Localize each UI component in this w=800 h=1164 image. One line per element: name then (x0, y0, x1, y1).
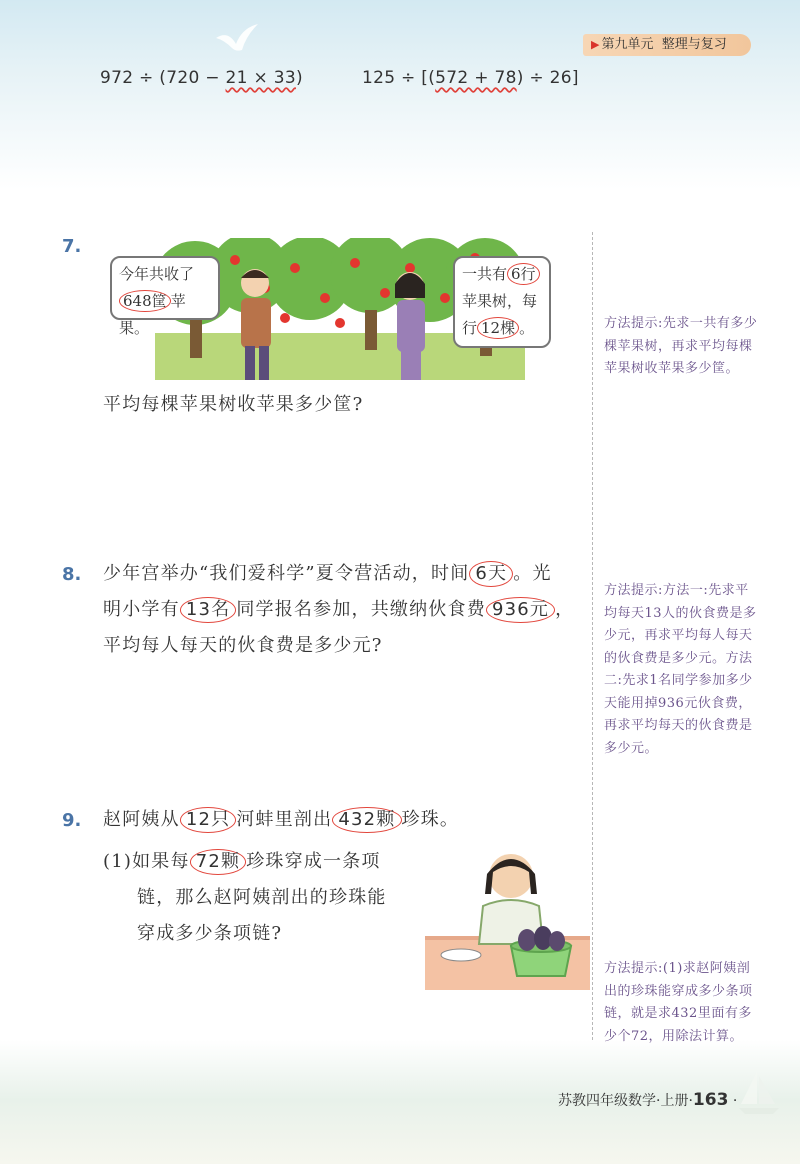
footer-dot: · (732, 1093, 738, 1109)
question-8-number: 8. (62, 564, 82, 585)
hint-9 (604, 958, 762, 1048)
topic-label: 整理与复习 (661, 37, 727, 52)
circled-13-students: 13名 (180, 597, 237, 623)
circled-6-days: 6天 (469, 561, 513, 587)
circled-12-trees: 12棵 (477, 317, 519, 339)
seagull-decoration-icon (212, 22, 262, 67)
bubble-man-line2-rest: 苹果。 (119, 292, 186, 337)
q9-sub1-line3: 穿成多少条项链? (137, 923, 283, 944)
expr2-part-c: ) ÷ 26] (516, 68, 579, 88)
expr1-part-c: ) (295, 68, 303, 88)
page-number: 163 (692, 1090, 729, 1110)
q8-line2-c: ， (555, 599, 575, 620)
circled-12-mussels: 12只 (180, 807, 237, 833)
q8-line1 (103, 556, 593, 592)
hint-7-title: 方法提示: (604, 316, 663, 331)
question-9-line1 (103, 802, 459, 838)
bubble-woman-line3-b: 。 (519, 319, 535, 337)
question-7-text: 平均每棵苹果树收苹果多少筐? (103, 394, 364, 415)
bubble-woman-line1 (462, 261, 542, 288)
bubble-woman-line2: 苹果树，每 (462, 292, 538, 310)
q9-line1-a: 赵阿姨从 (103, 809, 180, 830)
page-footer (558, 1090, 737, 1110)
q9-sub1-line1 (103, 844, 387, 880)
speech-bubble-man (110, 256, 220, 337)
hint-9-text: (1)求赵阿姨剖出的珍珠能穿成多少条项链，就是求432里面有多少个72，用除法计算。 (604, 961, 753, 1044)
question-9-number: 9. (62, 810, 82, 831)
aunt-zhao-illustration (425, 838, 590, 990)
q9-sub1-a: (1)如果每 (103, 851, 190, 872)
expression-2 (362, 68, 579, 88)
expr1-part-a: 972 ÷ (720 − (100, 68, 226, 88)
expression-1 (100, 68, 303, 88)
q8-line1-b: 。光 (513, 563, 552, 584)
hint-8-title: 方法提示: (604, 583, 663, 598)
q9-line1-b: 河蚌里剖出 (236, 809, 333, 830)
bubble-woman-line1-a: 一共有 (462, 265, 508, 283)
bubble-man-line2 (119, 288, 211, 342)
question-8-text (103, 556, 593, 664)
circled-936-yuan: 936元 (486, 597, 555, 623)
question-7-number: 7. (62, 236, 82, 257)
q9-line1-c: 珍珠。 (401, 809, 460, 830)
bubble-woman-line3 (462, 315, 542, 342)
circled-6-rows: 6行 (507, 263, 540, 285)
q8-line2 (103, 592, 593, 628)
q9-sub1-b: 珍珠穿成一条项 (246, 851, 381, 872)
hint-7 (604, 313, 762, 381)
circled-432-pearls: 432颗 (332, 807, 401, 833)
hint-8-text: 方法一:先求平均每天13人的伙食费是多少元，再求平均每人每天的伙食费是多少元。方法二:先求1名同学参加多少天能用掉936元伙食费，再求平均每天的伙食费是多少元。 (604, 583, 757, 756)
q8-line2-b: 同学报名参加，共缴纳伙食费 (236, 599, 486, 620)
q9-sub1-line2: 链，那么赵阿姨剖出的珍珠能 (137, 887, 387, 908)
speech-bubble-woman (453, 256, 551, 348)
bubble-woman-line3-a: 行 (462, 319, 478, 337)
hint-7-text: 先求一共有多少棵苹果树，再求平均每棵苹果树收苹果多少筐。 (604, 316, 758, 376)
play-triangle-icon: ▶ (591, 38, 600, 51)
hint-9-title: 方法提示: (604, 961, 663, 976)
question-9-sub1 (103, 844, 387, 952)
bubble-man-line1: 今年共收了 (119, 265, 195, 283)
expr1-underlined: 21 × 33 (225, 68, 296, 88)
q8-line1-a: 少年宫举办“我们爱科学”夏令营活动，时间 (103, 563, 470, 584)
unit-label: 第九单元 (601, 37, 654, 52)
hint-8 (604, 580, 762, 760)
q8-line3: 平均每人每天的伙食费是多少元? (103, 635, 383, 656)
sailboat-decoration-icon (732, 1068, 785, 1120)
q8-line2-a: 明小学有 (103, 599, 180, 620)
expr2-part-a: 125 ÷ [( (362, 68, 436, 88)
circled-72-pearls: 72颗 (190, 849, 247, 875)
expr2-underlined: 572 + 78 (435, 68, 517, 88)
unit-header-tag (583, 34, 751, 56)
book-title: 苏教四年级数学·上册· (558, 1093, 693, 1109)
circled-648: 648筐 (119, 290, 171, 312)
